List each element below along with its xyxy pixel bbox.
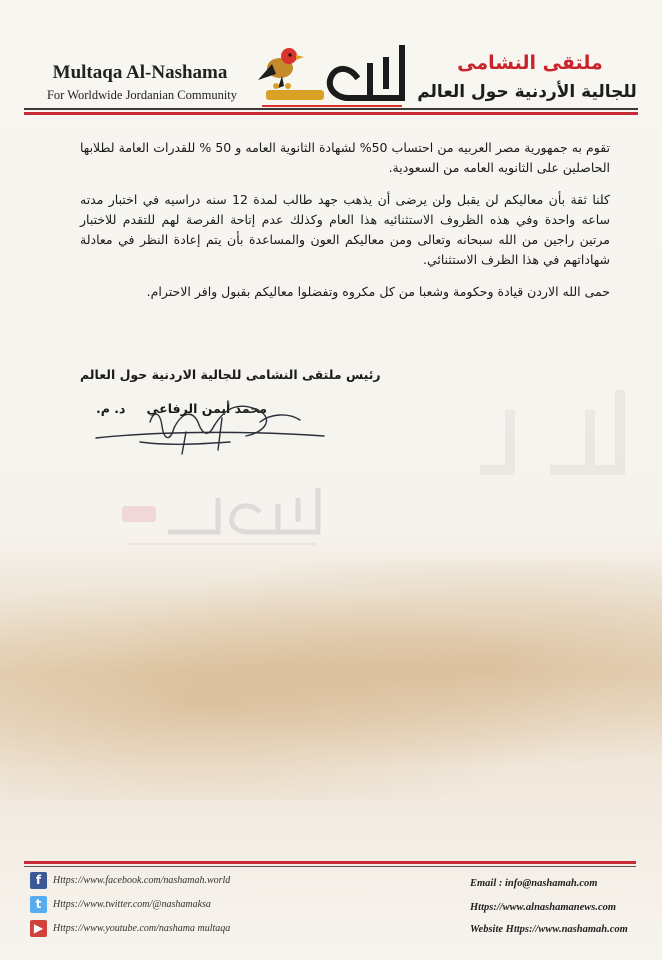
footer-divider-red (24, 861, 636, 864)
header-divider (24, 108, 638, 110)
facebook-link[interactable]: f Https://www.facebook.com/nashamah.world (30, 872, 230, 889)
bird-icon (258, 48, 304, 88)
paper-stain (0, 560, 662, 800)
twitter-icon: t (30, 896, 47, 913)
youtube-icon: ▶ (30, 920, 47, 937)
news-site-link[interactable]: Https://www.alnashamanews.com (470, 902, 617, 913)
paragraph: كلنا ثقة بأن معاليكم لن يقبل ولن يرضى أن يذهب جهد طالب لمدة 12 سنه دراسيه في اختبار مدته ساعه واحدة وفي هذه الظروف الاستثنائيه هذا العام وكذلك عدم إتاحة الفرصة لهم للتقدم للاختبار مرتين راجين من الله سبحانه وتعالى ومن معاليكم العون والمساعدة بأن يتم إعادة النظر في معادلة شهاداتهم في هذا الظرف الاستثنائي. (80, 192, 610, 267)
facebook-icon: f (30, 872, 47, 889)
paragraph: تقوم به جمهورية مصر العربيه من احتساب 50% لشهادة الثانوية العامه و 50 % للقدرات العامة لطلابها الحاصلين على الثانويه العامه من السعودية. (80, 140, 610, 175)
footer-divider (24, 866, 636, 867)
arabic-subtitle: للجالية الأردنية حول العالم (417, 82, 637, 102)
logo-watermark-icon (108, 480, 328, 560)
youtube-link[interactable]: ▶ Https://www.youtube.com/nashama multaqa (30, 920, 230, 937)
arabic-title: ملتقى النشامى (457, 52, 603, 74)
name-prefix: د. م. (96, 401, 126, 416)
english-title: Multaqa Al-Nashama (52, 62, 228, 83)
faint-watermark-icon (470, 380, 630, 500)
english-subtitle: For Worldwide Jordanian Community (46, 88, 238, 102)
nashama-logo-icon (252, 36, 412, 118)
website-link[interactable]: Website Https://www.nashamah.com (470, 924, 628, 935)
name-text: محمد أيمن الرفاعي (146, 401, 268, 416)
paragraph: حمى الله الاردن قيادة وحكومة وشعبا من كل مكروه وتفضلوا معاليكم بقبول وافر الاحترام. (146, 284, 610, 299)
handwritten-signature-icon (90, 392, 330, 472)
letter-body (80, 138, 610, 314)
email-link[interactable]: Email : info@nashamah.com (470, 878, 598, 889)
signatory-title: رئيس ملتقى النشامى للجالية الاردنية حول العالم (80, 367, 381, 382)
header-divider-red (24, 112, 638, 115)
twitter-link[interactable]: t Https://www.twitter.com/@nashamaksa (30, 896, 211, 913)
